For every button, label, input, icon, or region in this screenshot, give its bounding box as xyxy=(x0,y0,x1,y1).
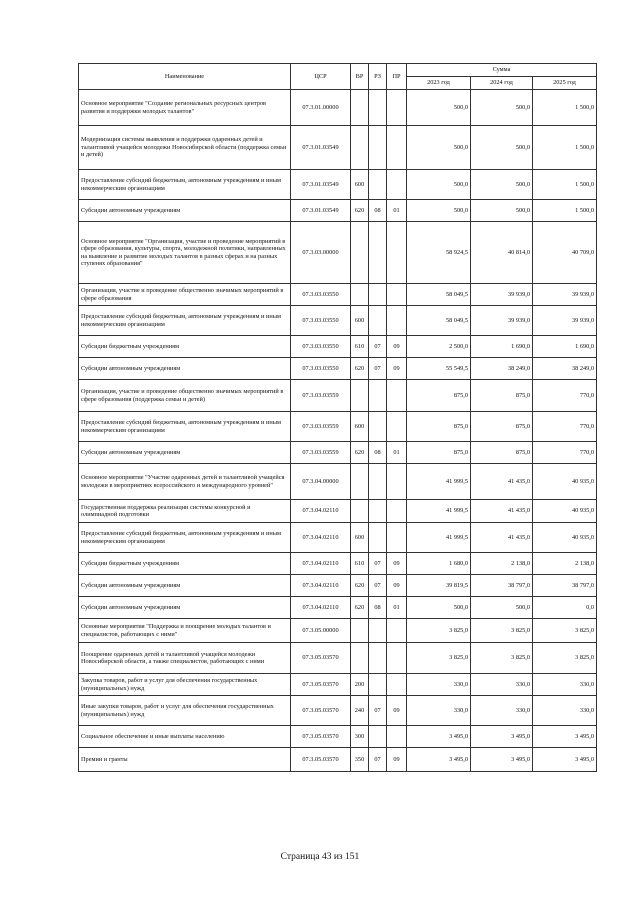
cell-rz: 07 xyxy=(369,358,387,380)
cell-csr: 07.3.05.03570 xyxy=(291,726,351,748)
table-row xyxy=(79,412,597,442)
cell-csr: 07.3.03.00000 xyxy=(291,222,351,284)
cell-name: Организация, участие и проведение общественно значимых мероприятий в сфере образования (поддержка семьи и детей) xyxy=(79,380,291,412)
cell-csr: 07.3.03.03550 xyxy=(291,336,351,358)
table-row xyxy=(79,500,597,523)
cell-2025: 770,0 xyxy=(533,412,597,442)
cell-2023: 500,0 xyxy=(407,597,471,619)
cell-vr xyxy=(351,500,369,523)
cell-vr: 200 xyxy=(351,674,369,696)
cell-name: Предоставление субсидий бюджетным, автономным учреждениям и иным некоммерческим организациям xyxy=(79,170,291,200)
cell-pr xyxy=(387,464,407,500)
cell-rz xyxy=(369,500,387,523)
cell-2025: 38 797,0 xyxy=(533,575,597,597)
cell-vr: 300 xyxy=(351,726,369,748)
cell-pr: 01 xyxy=(387,597,407,619)
table-row xyxy=(79,619,597,643)
cell-2023: 875,0 xyxy=(407,380,471,412)
cell-2024: 1 690,0 xyxy=(471,336,533,358)
cell-pr xyxy=(387,619,407,643)
cell-2023: 3 495,0 xyxy=(407,726,471,748)
cell-2025: 39 939,0 xyxy=(533,284,597,306)
cell-vr xyxy=(351,284,369,306)
cell-2024: 39 939,0 xyxy=(471,306,533,336)
cell-csr: 07.3.01.03549 xyxy=(291,126,351,170)
cell-2023: 3 825,0 xyxy=(407,619,471,643)
table-row xyxy=(79,358,597,380)
cell-rz: 07 xyxy=(369,553,387,575)
cell-name: Субсидии автономным учреждениям xyxy=(79,442,291,464)
cell-2024: 38 797,0 xyxy=(471,575,533,597)
table-row xyxy=(79,726,597,748)
header-rz: РЗ xyxy=(369,64,387,90)
cell-rz: 07 xyxy=(369,575,387,597)
cell-pr xyxy=(387,523,407,553)
cell-rz xyxy=(369,412,387,442)
table-row xyxy=(79,380,597,412)
cell-name: Субсидии автономным учреждениям xyxy=(79,358,291,380)
cell-pr xyxy=(387,643,407,674)
cell-name: Поощрение одаренных детей и талантливой учащейся молодежи Новосибирской области, а также специалистов, работающих с ними xyxy=(79,643,291,674)
budget-table xyxy=(78,63,597,772)
cell-2023: 58 924,5 xyxy=(407,222,471,284)
cell-2023: 2 500,0 xyxy=(407,336,471,358)
cell-csr: 07.3.03.03559 xyxy=(291,412,351,442)
cell-2025: 1 500,0 xyxy=(533,126,597,170)
table-row xyxy=(79,597,597,619)
cell-2024: 41 435,0 xyxy=(471,500,533,523)
cell-pr xyxy=(387,674,407,696)
header-sum: Сумма xyxy=(407,64,597,77)
cell-2024: 500,0 xyxy=(471,90,533,126)
cell-2023: 41 999,5 xyxy=(407,464,471,500)
cell-csr: 07.3.04.02110 xyxy=(291,597,351,619)
cell-2023: 3 495,0 xyxy=(407,748,471,772)
table-row xyxy=(79,553,597,575)
cell-vr: 620 xyxy=(351,442,369,464)
cell-2025: 3 495,0 xyxy=(533,748,597,772)
cell-2024: 3 825,0 xyxy=(471,643,533,674)
cell-csr: 07.3.01.03549 xyxy=(291,170,351,200)
cell-name: Основные мероприятия "Поддержка и поощрение молодых талантов и специалистов, работающих с ними" xyxy=(79,619,291,643)
cell-vr xyxy=(351,380,369,412)
cell-2025: 770,0 xyxy=(533,442,597,464)
cell-csr: 07.3.05.03570 xyxy=(291,674,351,696)
table-row xyxy=(79,696,597,726)
table-row xyxy=(79,442,597,464)
header-csr: ЦСР xyxy=(291,64,351,90)
cell-csr: 07.3.04.02110 xyxy=(291,553,351,575)
cell-rz xyxy=(369,464,387,500)
cell-2024: 500,0 xyxy=(471,597,533,619)
cell-vr xyxy=(351,619,369,643)
cell-rz: 08 xyxy=(369,200,387,222)
cell-2024: 875,0 xyxy=(471,380,533,412)
cell-rz xyxy=(369,674,387,696)
cell-2025: 330,0 xyxy=(533,674,597,696)
cell-rz xyxy=(369,222,387,284)
cell-vr: 620 xyxy=(351,575,369,597)
cell-name: Государственная поддержка реализации системы конкурсной и олимпиадной подготовки xyxy=(79,500,291,523)
header-vr: ВР xyxy=(351,64,369,90)
cell-2025: 40 935,0 xyxy=(533,500,597,523)
cell-pr xyxy=(387,284,407,306)
cell-vr: 350 xyxy=(351,748,369,772)
cell-pr xyxy=(387,222,407,284)
cell-2024: 41 435,0 xyxy=(471,523,533,553)
cell-pr: 01 xyxy=(387,442,407,464)
cell-vr: 240 xyxy=(351,696,369,726)
cell-rz xyxy=(369,619,387,643)
cell-2024: 3 495,0 xyxy=(471,726,533,748)
cell-csr: 07.3.05.03570 xyxy=(291,748,351,772)
cell-rz: 07 xyxy=(369,748,387,772)
table-row xyxy=(79,674,597,696)
cell-2023: 1 680,0 xyxy=(407,553,471,575)
cell-csr: 07.3.03.03550 xyxy=(291,306,351,336)
cell-2024: 40 814,0 xyxy=(471,222,533,284)
cell-vr xyxy=(351,222,369,284)
cell-rz: 08 xyxy=(369,442,387,464)
cell-2024: 500,0 xyxy=(471,126,533,170)
cell-vr: 610 xyxy=(351,553,369,575)
cell-vr: 600 xyxy=(351,170,369,200)
cell-name: Предоставление субсидий бюджетным, автономным учреждениям и иным некоммерческим организациям xyxy=(79,523,291,553)
cell-2023: 500,0 xyxy=(407,170,471,200)
cell-2025: 40 709,0 xyxy=(533,222,597,284)
cell-pr xyxy=(387,500,407,523)
cell-csr: 07.3.01.00000 xyxy=(291,90,351,126)
cell-vr: 620 xyxy=(351,358,369,380)
cell-2025: 3 825,0 xyxy=(533,619,597,643)
cell-2023: 500,0 xyxy=(407,90,471,126)
cell-rz xyxy=(369,90,387,126)
cell-name: Основное мероприятие "Участие одаренных детей и талантливой учащейся молодежи в мероприятиях всероссийского и международного уровней" xyxy=(79,464,291,500)
cell-csr: 07.3.01.03549 xyxy=(291,200,351,222)
cell-vr: 600 xyxy=(351,306,369,336)
cell-name: Предоставление субсидий бюджетным, автономным учреждениям и иным некоммерческим организациям xyxy=(79,412,291,442)
cell-2023: 39 819,5 xyxy=(407,575,471,597)
table-row xyxy=(79,336,597,358)
cell-vr: 600 xyxy=(351,523,369,553)
cell-vr xyxy=(351,643,369,674)
cell-name: Субсидии автономным учреждениям xyxy=(79,597,291,619)
table-row xyxy=(79,464,597,500)
cell-2023: 500,0 xyxy=(407,200,471,222)
cell-csr: 07.3.04.00000 xyxy=(291,464,351,500)
cell-pr: 01 xyxy=(387,200,407,222)
cell-csr: 07.3.03.03550 xyxy=(291,284,351,306)
cell-rz xyxy=(369,170,387,200)
cell-2025: 39 939,0 xyxy=(533,306,597,336)
table-row xyxy=(79,222,597,284)
cell-name: Субсидии автономным учреждениям xyxy=(79,200,291,222)
cell-csr: 07.3.04.02110 xyxy=(291,575,351,597)
cell-pr: 09 xyxy=(387,575,407,597)
cell-2023: 330,0 xyxy=(407,674,471,696)
cell-pr xyxy=(387,412,407,442)
table-row xyxy=(79,90,597,126)
header-year-2024: 2024 год xyxy=(471,77,533,90)
table-row xyxy=(79,170,597,200)
cell-2023: 875,0 xyxy=(407,412,471,442)
cell-name: Субсидии автономным учреждениям xyxy=(79,575,291,597)
cell-pr xyxy=(387,726,407,748)
page-number: Страница 43 из 151 xyxy=(280,852,360,862)
cell-rz xyxy=(369,726,387,748)
cell-2025: 770,0 xyxy=(533,380,597,412)
cell-csr: 07.3.05.03570 xyxy=(291,643,351,674)
cell-vr xyxy=(351,90,369,126)
cell-pr xyxy=(387,380,407,412)
cell-2025: 1 500,0 xyxy=(533,200,597,222)
table-row xyxy=(79,200,597,222)
table-row xyxy=(79,306,597,336)
cell-2023: 58 049,5 xyxy=(407,284,471,306)
cell-rz: 07 xyxy=(369,696,387,726)
cell-2025: 40 935,0 xyxy=(533,464,597,500)
cell-vr: 610 xyxy=(351,336,369,358)
cell-csr: 07.3.05.03570 xyxy=(291,696,351,726)
cell-name: Организация, участие и проведение общественно значимых мероприятий в сфере образования xyxy=(79,284,291,306)
cell-2024: 330,0 xyxy=(471,674,533,696)
cell-2023: 330,0 xyxy=(407,696,471,726)
cell-2024: 41 435,0 xyxy=(471,464,533,500)
cell-name: Модернизация системы выявления и поддержки одаренных детей и талантливой учащейся молодежи Новосибирской области (поддержка семьи и детей) xyxy=(79,126,291,170)
header-pr: ПР xyxy=(387,64,407,90)
table-row xyxy=(79,643,597,674)
cell-pr: 09 xyxy=(387,358,407,380)
cell-csr: 07.3.04.02110 xyxy=(291,500,351,523)
cell-2025: 3 825,0 xyxy=(533,643,597,674)
cell-2023: 3 825,0 xyxy=(407,643,471,674)
table-row xyxy=(79,575,597,597)
cell-2025: 1 690,0 xyxy=(533,336,597,358)
cell-name: Предоставление субсидий бюджетным, автономным учреждениям и иным некоммерческим организациям xyxy=(79,306,291,336)
cell-2023: 58 049,5 xyxy=(407,306,471,336)
cell-2024: 2 138,0 xyxy=(471,553,533,575)
cell-pr xyxy=(387,126,407,170)
table-body xyxy=(79,90,597,772)
table-row xyxy=(79,126,597,170)
cell-rz xyxy=(369,523,387,553)
cell-rz xyxy=(369,643,387,674)
cell-csr: 07.3.03.03559 xyxy=(291,442,351,464)
cell-csr: 07.3.04.02110 xyxy=(291,523,351,553)
cell-2025: 2 138,0 xyxy=(533,553,597,575)
cell-rz xyxy=(369,306,387,336)
cell-2024: 330,0 xyxy=(471,696,533,726)
cell-2024: 39 939,0 xyxy=(471,284,533,306)
cell-2025: 0,0 xyxy=(533,597,597,619)
cell-name: Иные закупки товаров, работ и услуг для обеспечения государственных (муниципальных) нужд xyxy=(79,696,291,726)
cell-2024: 875,0 xyxy=(471,412,533,442)
cell-name: Основное мероприятие "Создание региональных ресурсных центров развития и поддержки молодых талантов" xyxy=(79,90,291,126)
cell-name: Закупка товаров, работ и услуг для обеспечения государственных (муниципальных) нужд xyxy=(79,674,291,696)
cell-2023: 500,0 xyxy=(407,126,471,170)
cell-name: Субсидии бюджетным учреждениям xyxy=(79,553,291,575)
cell-2024: 875,0 xyxy=(471,442,533,464)
cell-name: Премии и гранты xyxy=(79,748,291,772)
cell-pr xyxy=(387,306,407,336)
cell-rz xyxy=(369,126,387,170)
cell-2025: 40 935,0 xyxy=(533,523,597,553)
cell-csr: 07.3.03.03559 xyxy=(291,380,351,412)
cell-2024: 3 825,0 xyxy=(471,619,533,643)
cell-csr: 07.3.05.00000 xyxy=(291,619,351,643)
cell-vr: 620 xyxy=(351,597,369,619)
cell-2023: 875,0 xyxy=(407,442,471,464)
cell-name: Социальное обеспечение и иные выплаты населению xyxy=(79,726,291,748)
cell-vr: 620 xyxy=(351,200,369,222)
header-name: Наименование xyxy=(79,64,291,90)
cell-pr: 09 xyxy=(387,696,407,726)
cell-2023: 41 999,5 xyxy=(407,523,471,553)
table-row xyxy=(79,748,597,772)
cell-rz: 07 xyxy=(369,336,387,358)
cell-pr xyxy=(387,170,407,200)
cell-csr: 07.3.03.03550 xyxy=(291,358,351,380)
cell-2023: 41 999,5 xyxy=(407,500,471,523)
cell-pr: 09 xyxy=(387,336,407,358)
cell-vr: 600 xyxy=(351,412,369,442)
cell-vr xyxy=(351,464,369,500)
cell-2024: 3 495,0 xyxy=(471,748,533,772)
cell-pr: 09 xyxy=(387,553,407,575)
cell-rz: 08 xyxy=(369,597,387,619)
cell-2023: 55 549,5 xyxy=(407,358,471,380)
cell-pr xyxy=(387,90,407,126)
cell-2025: 1 500,0 xyxy=(533,90,597,126)
cell-pr: 09 xyxy=(387,748,407,772)
cell-rz xyxy=(369,284,387,306)
cell-rz xyxy=(369,380,387,412)
cell-2025: 330,0 xyxy=(533,696,597,726)
cell-name: Основное мероприятие "Организация, участие и проведение мероприятий в сфере образования, культуры, спорта, молодежной политики, направленных на выявление и развитие молодых талантов в разных сферах и на разных ступенях образования" xyxy=(79,222,291,284)
table-row xyxy=(79,523,597,553)
cell-name: Субсидии бюджетным учреждениям xyxy=(79,336,291,358)
cell-2025: 1 500,0 xyxy=(533,170,597,200)
cell-vr xyxy=(351,126,369,170)
table-row xyxy=(79,284,597,306)
header-year-2025: 2025 год xyxy=(533,77,597,90)
cell-2025: 3 495,0 xyxy=(533,726,597,748)
cell-2025: 38 249,0 xyxy=(533,358,597,380)
header-year-2023: 2023 год xyxy=(407,77,471,90)
cell-2024: 500,0 xyxy=(471,200,533,222)
cell-2024: 500,0 xyxy=(471,170,533,200)
cell-2024: 38 249,0 xyxy=(471,358,533,380)
